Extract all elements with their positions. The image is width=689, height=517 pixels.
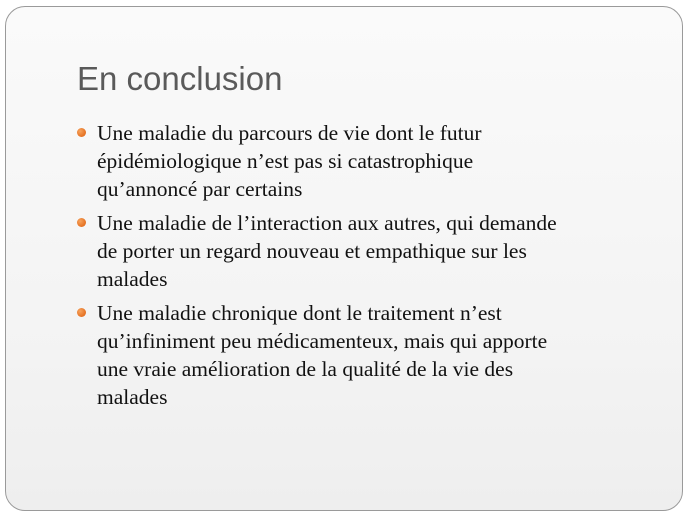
bullet-list [77, 119, 637, 417]
bullet-line: malades [97, 267, 168, 291]
slide-title: En conclusion [77, 60, 283, 97]
bullet-line: qu’infiniment peu médicamenteux, mais qui apporte [97, 329, 548, 353]
bullet-item [77, 119, 637, 203]
bullet-text [97, 119, 637, 203]
bullet-dot-icon [77, 128, 86, 137]
bullet-line: qu’annoncé par certains [97, 177, 303, 201]
bullet-item [77, 299, 637, 411]
bullet-text [97, 209, 637, 293]
bullet-line: malades [97, 385, 168, 409]
bullet-line: Une maladie de l’interaction aux autres, qui demande [97, 211, 557, 235]
bullet-dot-icon [77, 308, 86, 317]
bullet-line: de porter un regard nouveau et empathique sur les [97, 239, 527, 263]
bullet-line: Une maladie chronique dont le traitement n’est [97, 301, 502, 325]
slide [5, 6, 683, 511]
bullet-dot-icon [77, 218, 86, 227]
bullet-line: Une maladie du parcours de vie dont le futur [97, 121, 482, 145]
bullet-text [97, 299, 637, 411]
bullet-item [77, 209, 637, 293]
bullet-line: une vraie amélioration de la qualité de la vie des [97, 357, 514, 381]
bullet-line: épidémiologique n’est pas si catastrophique [97, 149, 474, 173]
